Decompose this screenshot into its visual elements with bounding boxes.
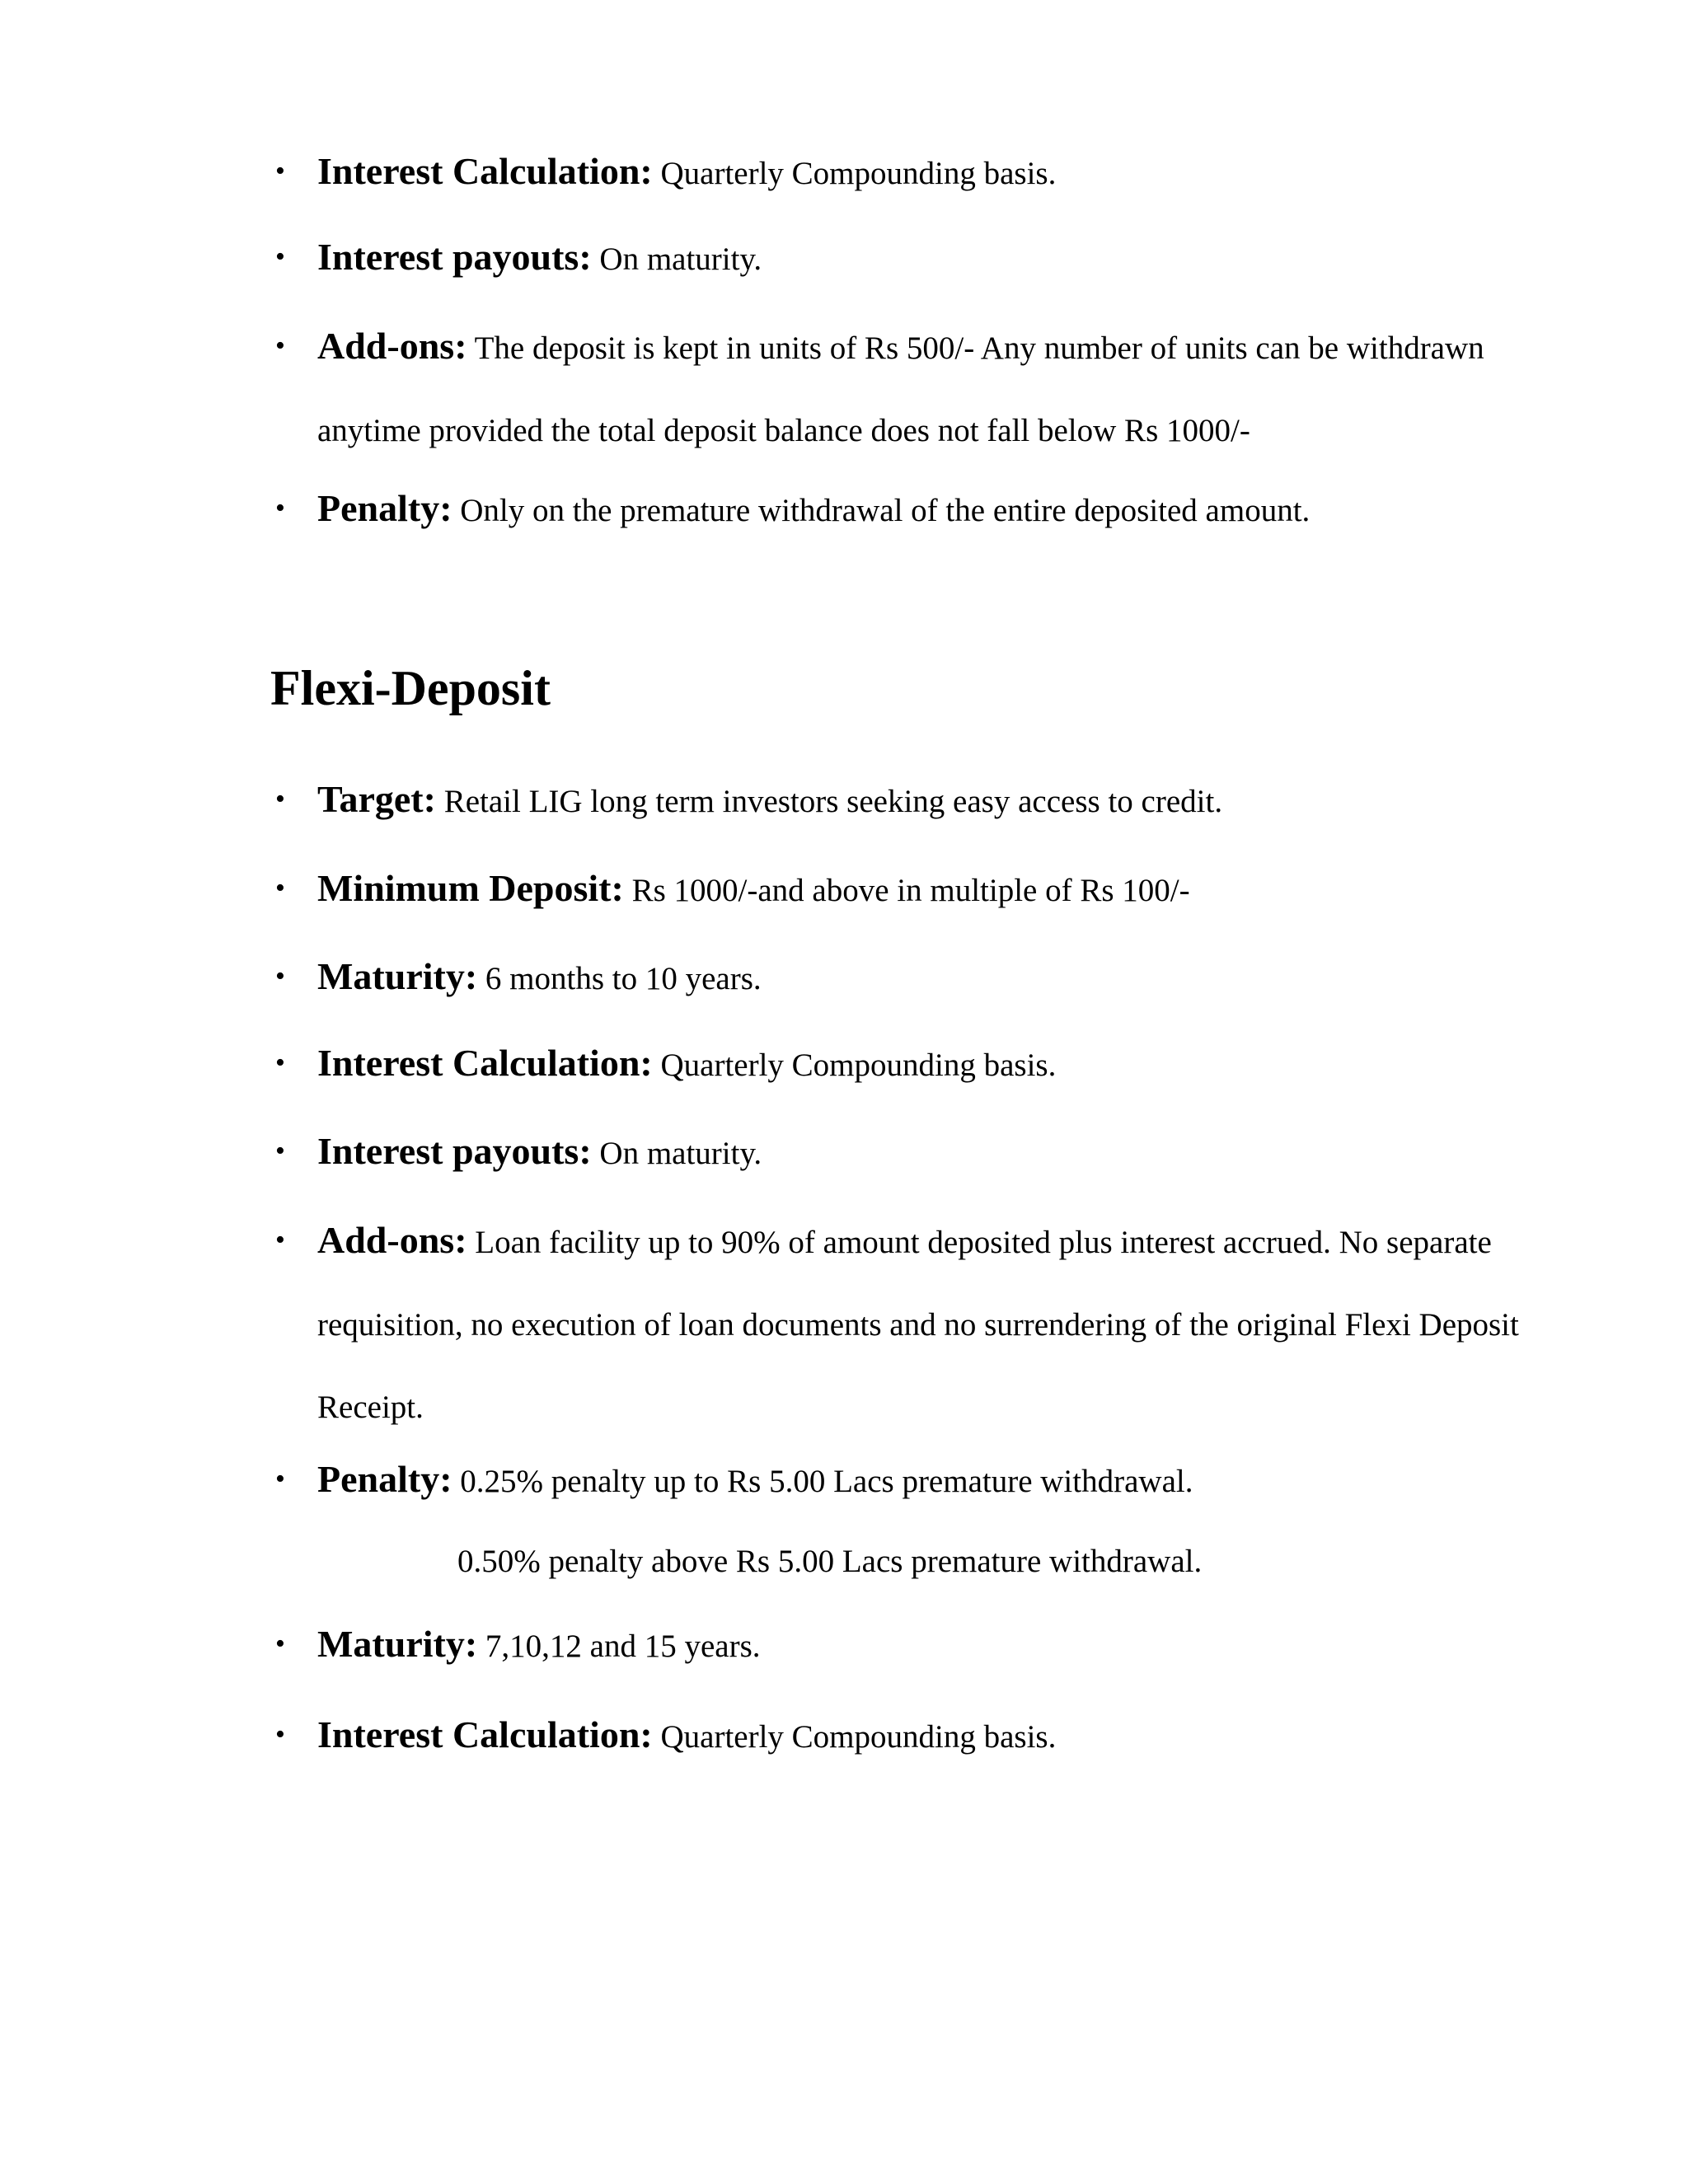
list-item-add-ons — [268, 1199, 1554, 1449]
item-label: Maturity: — [317, 955, 478, 997]
penalty-second-line: 0.50% penalty above Rs 5.00 Lacs premature withdrawal. — [457, 1544, 1203, 1579]
bullet-icon: • — [275, 784, 285, 814]
item-text: Quarterly Compounding basis. — [660, 1047, 1057, 1083]
bullet-icon: • — [275, 873, 285, 903]
item-label: Interest Calculation: — [317, 150, 653, 192]
list-item-interest-calculation — [268, 1694, 1554, 1779]
item-text: On maturity. — [599, 241, 762, 277]
list-item-maturity — [268, 935, 1554, 1020]
item-label: Add-ons: — [317, 1219, 467, 1261]
item-text: Quarterly Compounding basis. — [660, 156, 1057, 191]
list-item-interest-payouts — [268, 216, 1554, 301]
item-label: Maturity: — [317, 1623, 478, 1665]
item-text: On maturity. — [599, 1136, 762, 1171]
bullet-icon: • — [275, 1136, 285, 1166]
item-label: Target: — [317, 778, 436, 820]
bullet-icon: • — [275, 330, 285, 361]
item-text: 7,10,12 and 15 years. — [485, 1629, 761, 1664]
list-item-interest-payouts — [268, 1110, 1554, 1195]
list-item-penalty — [268, 1438, 1554, 1523]
bullet-icon: • — [275, 1464, 285, 1494]
list-item-interest-calculation — [268, 130, 1554, 215]
item-text: Loan facility up to 90% of amount deposited plus interest accrued. No separate requisition, no execution of loan documents and no surrendering of the original Flexi Deposit Receipt. — [317, 1225, 1519, 1425]
list-item-add-ons — [268, 305, 1554, 472]
bullet-icon: • — [275, 1047, 285, 1078]
bullet-icon: • — [275, 1629, 285, 1659]
section-heading: Flexi-Deposit — [270, 661, 551, 715]
bullet-icon: • — [275, 1225, 285, 1255]
bullet-icon: • — [275, 1719, 285, 1750]
item-label: Minimum Deposit: — [317, 867, 624, 909]
bullet-icon: • — [275, 493, 285, 523]
bullet-icon: • — [275, 156, 285, 186]
item-text: The deposit is kept in units of Rs 500/- Any number of units can be withdrawn anytime provided the total deposit balance does not fall below Rs 1000/- — [317, 330, 1484, 448]
item-label: Interest Calculation: — [317, 1713, 653, 1755]
item-label: Penalty: — [317, 1458, 452, 1500]
item-text: 0.25% penalty up to Rs 5.00 Lacs premature withdrawal. — [460, 1464, 1193, 1499]
item-text: Retail LIG long term investors seeking easy access to credit. — [443, 784, 1223, 819]
list-item-minimum-deposit — [268, 847, 1554, 932]
list-item-penalty — [268, 467, 1554, 552]
list-item-target — [268, 758, 1554, 843]
item-label: Penalty: — [317, 487, 452, 529]
bullet-icon: • — [275, 241, 285, 272]
list-item-interest-calculation — [268, 1022, 1554, 1107]
list-item-maturity — [268, 1603, 1554, 1688]
bullet-icon: • — [275, 961, 285, 991]
item-text: 6 months to 10 years. — [485, 961, 762, 996]
item-label: Add-ons: — [317, 325, 467, 367]
item-label: Interest payouts: — [317, 1130, 592, 1172]
item-text: Rs 1000/-and above in multiple of Rs 100/- — [631, 873, 1190, 908]
item-text: Only on the premature withdrawal of the entire deposited amount. — [460, 493, 1311, 528]
item-label: Interest Calculation: — [317, 1042, 653, 1084]
item-label: Interest payouts: — [317, 236, 592, 278]
item-text: Quarterly Compounding basis. — [660, 1719, 1057, 1755]
